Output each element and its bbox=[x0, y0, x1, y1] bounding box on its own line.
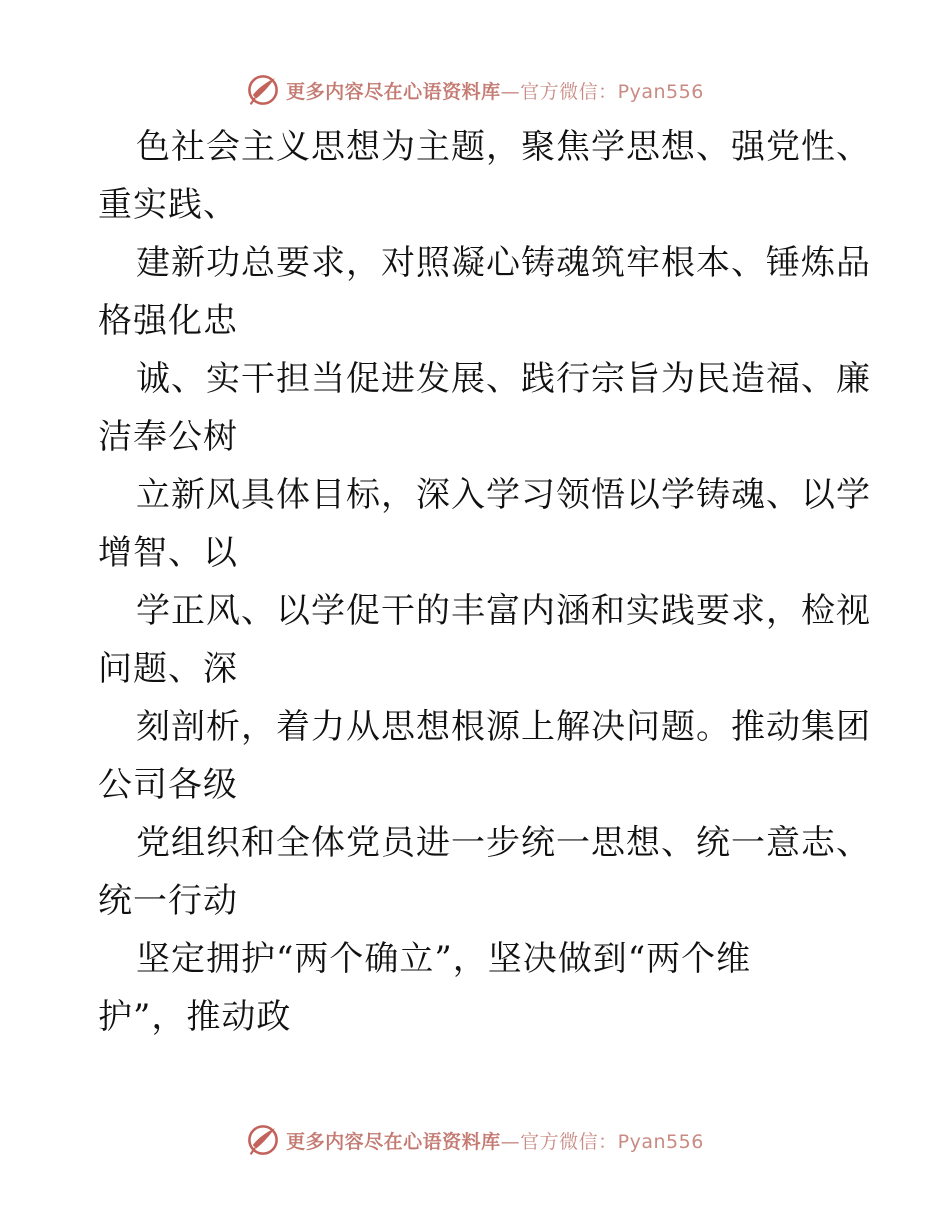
footer-banner-text bbox=[286, 1127, 704, 1154]
footer-banner-site-name: 更多内容尽在心语资料库 bbox=[286, 1130, 501, 1153]
body-line: 问题、深 bbox=[98, 649, 238, 689]
quill-logo-icon bbox=[246, 73, 280, 107]
body-line: 统一行动 bbox=[98, 881, 238, 921]
body-line: 格强化忠 bbox=[98, 301, 238, 341]
body-line: 护”，推动政 bbox=[98, 997, 292, 1037]
footer-banner-inner bbox=[246, 1123, 704, 1157]
body-line: 重实践、 bbox=[98, 185, 238, 225]
header-banner-wechat: —官方微信：Pyan556 bbox=[500, 80, 704, 103]
body-line: 建新功总要求，对照凝心铸魂筑牢根本、锤炼品 bbox=[136, 243, 871, 283]
body-line: 坚定拥护“两个确立”，坚决做到“两个维 bbox=[136, 939, 752, 979]
header-banner bbox=[0, 70, 950, 110]
body-line: 洁奉公树 bbox=[98, 417, 238, 457]
body-line: 立新风具体目标，深入学习领悟以学铸魂、以学 bbox=[136, 475, 871, 515]
body-line: 学正风、以学促干的丰富内涵和实践要求，检视 bbox=[136, 591, 871, 631]
quill-logo-icon bbox=[246, 1123, 280, 1157]
footer-banner bbox=[0, 1120, 950, 1160]
document-body bbox=[98, 118, 871, 1046]
header-banner-text bbox=[286, 77, 704, 104]
footer-banner-wechat: —官方微信：Pyan556 bbox=[500, 1130, 704, 1153]
body-line: 增智、以 bbox=[98, 533, 238, 573]
body-line: 刻剖析，着力从思想根源上解决问题。推动集团 bbox=[136, 707, 871, 747]
body-line: 色社会主义思想为主题，聚焦学思想、强党性、 bbox=[136, 127, 871, 167]
header-banner-inner bbox=[246, 73, 704, 107]
body-line: 公司各级 bbox=[98, 765, 238, 805]
body-line: 诚、实干担当促进发展、践行宗旨为民造福、廉 bbox=[136, 359, 871, 399]
body-line: 党组织和全体党员进一步统一思想、统一意志、 bbox=[136, 823, 871, 863]
header-banner-site-name: 更多内容尽在心语资料库 bbox=[286, 80, 501, 103]
